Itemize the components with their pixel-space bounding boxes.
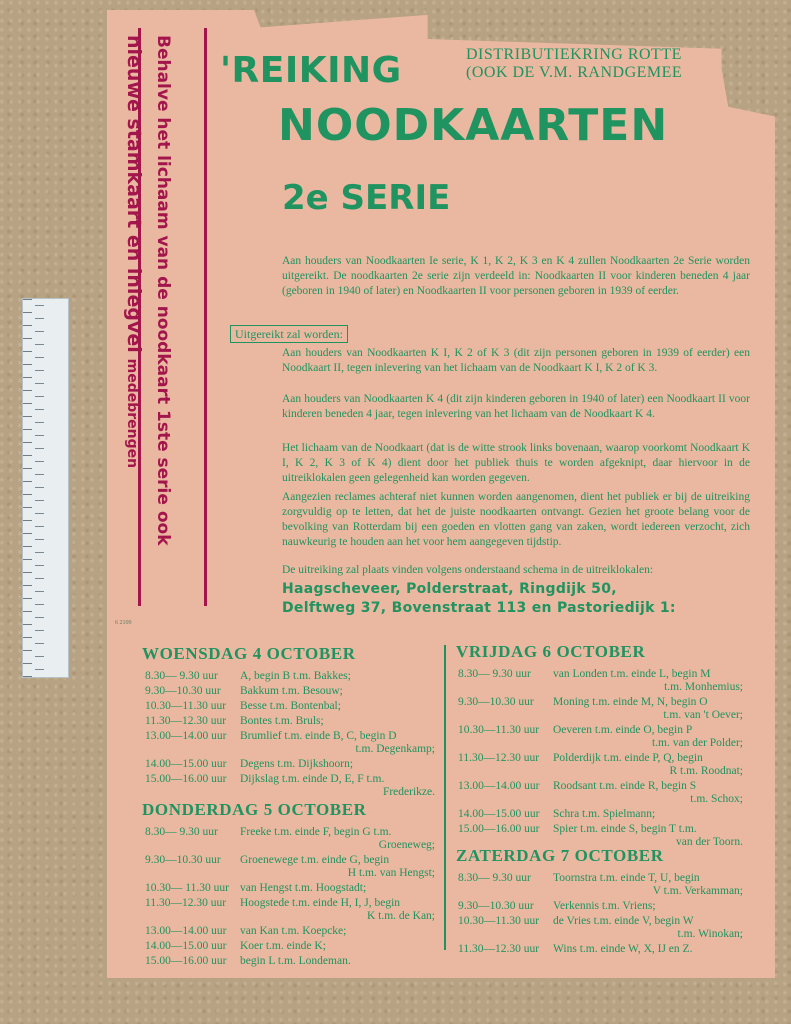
schedule-time: 14.00—15.00 uur: [145, 758, 227, 770]
schedule-names-cont: R t.m. Roodnat;: [669, 765, 743, 777]
schedule-names: [240, 700, 435, 713]
schedule-time: 10.30— 11.30 uur: [145, 882, 229, 894]
schedule-names: [240, 897, 435, 923]
schedule-names: [553, 943, 743, 956]
schedule-names-cont: t.m. van der Polder;: [651, 737, 743, 749]
schedule-names: [240, 685, 435, 698]
schedule-names-main: de Vries t.m. einde V, begin W: [553, 915, 694, 927]
schedule-names: [553, 900, 743, 913]
schedule-names-main: Groenewege t.m. einde G, begin: [240, 854, 390, 866]
schedule-time: 15.00—16.00 uur: [145, 955, 227, 967]
schedule-time: 14.00—15.00 uur: [458, 808, 540, 820]
schedule-names: [553, 724, 743, 750]
paragraph-body: Het lichaam van de Noodkaart (dat is de witte strook links bovenaan, waarop voorkomt Noodkaart K I, K 2, K 3 of K 4) dient door het publiek thuis te worden afgeknipt, daar hiervoor in de uitreiklokalen geen gelegenheid kan worden gegeven.: [282, 442, 750, 484]
schedule-row: [458, 872, 743, 898]
schedule-names: [553, 823, 743, 849]
schedule-row: [458, 752, 743, 778]
schedule-names-main: Roodsant t.m. einde R, begin S: [553, 780, 697, 792]
schedule-names: [553, 808, 743, 821]
schedule-names-cont: t.m. van 't Oever;: [663, 709, 743, 721]
vertical-notice-line1: Behalve het lichaam van de noodkaart 1ste serie ook: [153, 35, 173, 546]
vertical-rule-right: [204, 28, 207, 606]
schedule-names-cont: t.m. Schox;: [690, 793, 743, 805]
schedule-names-cont: Groeneweg;: [378, 839, 435, 851]
schedule-names-main: Koer t.m. einde K;: [240, 940, 326, 952]
paragraph-schedule-intro: De uitreiking zal plaats vinden volgens onderstaand schema in de uitreiklokalen:: [282, 564, 654, 576]
schedule-names-main: van Londen t.m. einde L, begin M: [553, 668, 711, 680]
schedule-time: 11.30—12.30 uur: [458, 943, 540, 955]
locations-line1: Haagscheveer, Polderstraat, Ringdijk 50,: [282, 581, 617, 597]
schedule-names-cont: van der Toorn.: [675, 836, 743, 848]
paragraph-k1-k3: Aan houders van Noodkaarten K I, K 2 of K 3 (dit zijn personen geboren in 1939 of eerder) een Noodkaart II, tegen inlevering van het lichaam van de Noodkaart K I, K 2 of K 3.: [282, 347, 750, 374]
schedule-row: [145, 882, 435, 895]
schedule-names-cont: Frederikze.: [382, 786, 435, 798]
schedule-names: [553, 872, 743, 898]
schedule-time: 10.30—11.30 uur: [458, 915, 540, 927]
schedule-row: [145, 773, 435, 799]
schedule-names-main: Brumlief t.m. einde B, C, begin D: [240, 730, 397, 742]
paragraph-claims: Aangezien reclames achteraf niet kunnen worden aangenomen, dient het publiek er bij de uitreiking zorgvuldig op te letten, dat het de juiste noodkaarten ontvangt. Gezien het groote belang voor de bevolking van Rotterdam bij een goeden en vlotten gang van zaken, wordt iedereen verzocht, zich nauwkeurig te houden aan het voor hem aangegeven tijdstip.: [282, 491, 750, 548]
schedule-time: 10.30—11.30 uur: [145, 700, 227, 712]
schedule-names: [553, 696, 743, 722]
schedule-row: [458, 900, 743, 913]
schedule-names-main: Moning t.m. einde M, N, begin O: [553, 696, 708, 708]
schedule-names: [240, 925, 435, 938]
day-heading-friday: VRIJDAG 6 OCTOBER: [456, 642, 646, 661]
schedule-time: 11.30—12.30 uur: [145, 897, 227, 909]
locations-line2: Delftweg 37, Bovenstraat 113 en Pastoriedijk 1:: [282, 600, 676, 616]
schedule-names: [553, 915, 743, 941]
vertical-notice: [109, 35, 177, 605]
schedule-time: 8.30— 9.30 uur: [145, 670, 218, 682]
district-line2: (OOK DE V.M. RANDGEMEE: [466, 64, 683, 81]
schedule-names: [240, 730, 435, 756]
schedule-time: 13.00—14.00 uur: [145, 925, 227, 937]
schedule-time: 9.30—10.30 uur: [458, 696, 534, 708]
schedule-row: [145, 685, 435, 698]
printer-code: 6 2109: [115, 620, 132, 626]
schedule-row: [145, 925, 435, 938]
day-heading-wednesday: WOENSDAG 4 OCTOBER: [142, 644, 356, 663]
schedule-names-cont: V t.m. Verkamman;: [652, 885, 743, 897]
schedule-row: [458, 780, 743, 806]
schedule-names-main: Besse t.m. Bontenbal;: [240, 700, 341, 712]
ruler: [22, 298, 69, 678]
schedule-names: [240, 955, 435, 968]
schedule-names-main: Bontes t.m. Bruls;: [240, 715, 324, 727]
schedule-time: 15.00—16.00 uur: [458, 823, 540, 835]
intro-paragraph: Aan houders van Noodkaarten Ie serie, K 1, K 2, K 3 en K 4 zullen Noodkaarten 2e Serie worden uitgereikt. De noodkaarten 2e serie zijn verdeeld in: Noodkaarten II voor kinderen beneden 4 jaar (geboren in 1940 of later) en Noodkaarten II voor personen geboren in 1939 of eerder.: [282, 255, 750, 297]
schedule-names-main: Freeke t.m. einde F, begin G t.m.: [240, 826, 392, 838]
schedule-row: [458, 724, 743, 750]
paragraph-k4: Aan houders van Noodkaarten K 4 (dit zijn kinderen geboren in 1940 of later) een Noodkaart II voor kinderen beneden 4 jaar, tegen inlevering van het lichaam van de Noodkaart K 4.: [282, 393, 750, 420]
schedule-names-main: van Hengst t.m. Hoogstadt;: [240, 882, 367, 894]
title-series: 2e SERIE: [282, 178, 451, 218]
schedule-time: 11.30—12.30 uur: [458, 752, 540, 764]
schedule-names: [240, 758, 435, 771]
schedule-names-main: Spier t.m. einde S, begin T t.m.: [553, 823, 697, 835]
schedule-row: [145, 955, 435, 968]
schedule-names: [240, 940, 435, 953]
schedule-names: [240, 670, 435, 683]
vertical-notice-line2-small: medebrengen: [124, 358, 140, 469]
schedule-names-main: Wins t.m. einde W, X, IJ en Z.: [553, 943, 693, 955]
vertical-notice-line2: [117, 35, 148, 605]
schedule-names-main: A, begin B t.m. Bakkes;: [240, 670, 351, 682]
schedule-time: 9.30—10.30 uur: [145, 685, 221, 697]
schedule-names-cont: t.m. Degenkamp;: [355, 743, 435, 755]
schedule-time: 13.00—14.00 uur: [458, 780, 540, 792]
day-heading-thursday: DONDERDAG 5 OCTOBER: [142, 800, 367, 819]
schedule-names: [240, 773, 435, 799]
schedule-time: 8.30— 9.30 uur: [145, 826, 218, 838]
schedule-time: 13.00—14.00 uur: [145, 730, 227, 742]
ruler-ticks: [35, 305, 44, 671]
schedule-names: [553, 752, 743, 778]
schedule-names-cont: H t.m. van Hengst;: [347, 867, 435, 879]
schedule-row: [145, 670, 435, 683]
schedule-thursday: [145, 826, 435, 970]
schedule-names-main: Degens t.m. Dijkshoorn;: [240, 758, 354, 770]
schedule-names-main: Oeveren t.m. einde O, begin P: [553, 724, 693, 736]
schedule-row: [458, 943, 743, 956]
schedule-saturday: [458, 872, 743, 958]
schedule-time: 15.00—16.00 uur: [145, 773, 227, 785]
schedule-row: [458, 668, 743, 694]
schedule-names-main: begin L t.m. Londeman.: [240, 955, 351, 967]
day-heading-saturday: ZATERDAG 7 OCTOBER: [456, 846, 664, 865]
schedule-names-main: Dijkslag t.m. einde D, E, F t.m.: [240, 773, 385, 785]
title-prefix: 'REIKING: [220, 50, 402, 91]
schedule-row: [145, 715, 435, 728]
column-divider: [444, 645, 446, 950]
schedule-row: [145, 897, 435, 923]
schedule-names-cont: t.m. Monhemius;: [664, 681, 743, 693]
schedule-row: [145, 700, 435, 713]
schedule-row: [145, 854, 435, 880]
schedule-time: 10.30—11.30 uur: [458, 724, 540, 736]
schedule-time: 9.30—10.30 uur: [458, 900, 534, 912]
schedule-row: [145, 940, 435, 953]
schedule-names: [240, 882, 435, 895]
locations: [282, 580, 676, 618]
district-heading: [466, 46, 682, 82]
schedule-names: [240, 854, 435, 880]
schedule-names-main: Schra t.m. Spielmann;: [553, 808, 656, 820]
schedule-names: [240, 826, 435, 852]
schedule-names-main: Verkennis t.m. Vriens;: [553, 900, 656, 912]
schedule-row: [458, 696, 743, 722]
schedule-time: 9.30—10.30 uur: [145, 854, 221, 866]
schedule-names-main: Bakkum t.m. Besouw;: [240, 685, 343, 697]
title-main: NOODKAARTEN: [278, 100, 669, 151]
schedule-row: [145, 730, 435, 756]
schedule-time: 11.30—12.30 uur: [145, 715, 227, 727]
schedule-names-main: van Kan t.m. Koepcke;: [240, 925, 347, 937]
schedule-row: [145, 758, 435, 771]
schedule-friday: [458, 668, 743, 851]
issued-label: Uitgereikt zal worden:: [230, 325, 348, 343]
schedule-names-main: Toornstra t.m. einde T, U, begin: [553, 872, 700, 884]
vertical-notice-line2-main: nieuwe stamkaart en inlegvel: [123, 35, 145, 353]
schedule-time: 14.00—15.00 uur: [145, 940, 227, 952]
schedule-names-main: Polderdijk t.m. einde P, Q, begin: [553, 752, 703, 764]
schedule-names-cont: t.m. Winokan;: [677, 928, 743, 940]
schedule-names: [553, 668, 743, 694]
schedule-time: 8.30— 9.30 uur: [458, 668, 531, 680]
schedule-row: [458, 808, 743, 821]
schedule-names: [553, 780, 743, 806]
schedule-names-main: Hoogstede t.m. einde H, I, J, begin: [240, 897, 401, 909]
schedule-names: [240, 715, 435, 728]
schedule-row: [145, 826, 435, 852]
schedule-row: [458, 823, 743, 849]
schedule-time: 8.30— 9.30 uur: [458, 872, 531, 884]
schedule-wednesday: [145, 670, 435, 801]
schedule-row: [458, 915, 743, 941]
schedule-names-cont: K t.m. de Kan;: [366, 910, 435, 922]
district-line1: DISTRIBUTIEKRING ROTTE: [466, 46, 682, 63]
